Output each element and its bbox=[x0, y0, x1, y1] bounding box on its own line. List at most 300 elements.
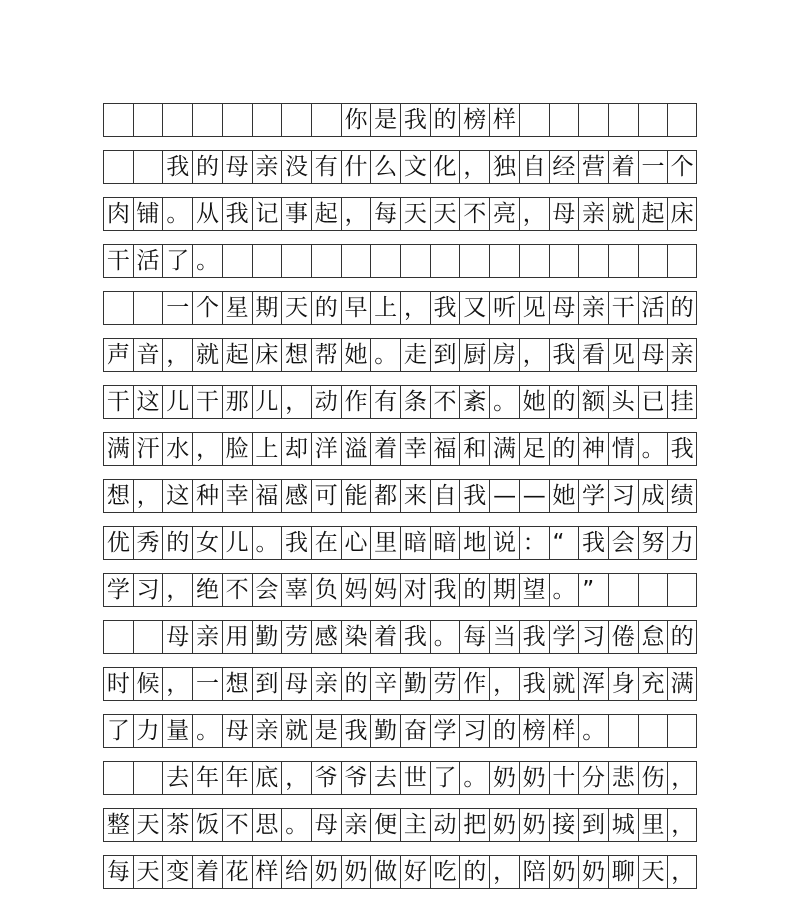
grid-cell: 着 bbox=[608, 151, 638, 183]
grid-cell: 身 bbox=[608, 668, 638, 700]
grid-cell bbox=[341, 245, 371, 277]
grid-cell: 了 bbox=[430, 762, 460, 794]
grid-cell: 活 bbox=[133, 245, 163, 277]
grid-cell: 里 bbox=[370, 527, 400, 559]
text-row bbox=[103, 150, 697, 184]
grid-cell: ， bbox=[519, 198, 549, 230]
grid-cell: 努 bbox=[638, 527, 668, 559]
grid-cell: 我 bbox=[162, 151, 192, 183]
grid-cell: 年 bbox=[222, 762, 252, 794]
grid-cell bbox=[400, 245, 430, 277]
grid-cell: 不 bbox=[222, 809, 252, 841]
grid-cell: 儿 bbox=[162, 386, 192, 418]
grid-cell bbox=[103, 292, 133, 324]
grid-cell: 悲 bbox=[608, 762, 638, 794]
grid-cell: 溢 bbox=[341, 433, 371, 465]
grid-cell bbox=[638, 245, 668, 277]
grid-cell: 爷 bbox=[341, 762, 371, 794]
grid-cell: 化 bbox=[430, 151, 460, 183]
grid-cell: 。 bbox=[638, 433, 668, 465]
grid-cell: “ bbox=[549, 527, 579, 559]
grid-cell: 可 bbox=[311, 480, 341, 512]
grid-cell: 母 bbox=[281, 668, 311, 700]
grid-cell: 从 bbox=[192, 198, 222, 230]
grid-cell: 都 bbox=[370, 480, 400, 512]
grid-cell: 见 bbox=[519, 292, 549, 324]
grid-cell: 。 bbox=[459, 762, 489, 794]
grid-cell: 对 bbox=[400, 574, 430, 606]
grid-cell: ” bbox=[578, 574, 608, 606]
grid-cell: 那 bbox=[222, 386, 252, 418]
grid-cell: 感 bbox=[311, 621, 341, 653]
grid-cell: 么 bbox=[370, 151, 400, 183]
grid-cell: 亮 bbox=[489, 198, 519, 230]
grid-cell: 浑 bbox=[578, 668, 608, 700]
grid-cell: 样 bbox=[489, 104, 519, 136]
grid-cell: 她 bbox=[549, 480, 579, 512]
grid-cell: 的 bbox=[489, 715, 519, 747]
grid-cell: 便 bbox=[370, 809, 400, 841]
grid-cell: 头 bbox=[608, 386, 638, 418]
grid-cell: 秀 bbox=[133, 527, 163, 559]
grid-cell: 里 bbox=[638, 809, 668, 841]
grid-cell: 我 bbox=[222, 198, 252, 230]
grid-cell: 主 bbox=[400, 809, 430, 841]
grid-cell: 上 bbox=[370, 292, 400, 324]
grid-cell: 我 bbox=[519, 668, 549, 700]
grid-cell: 作 bbox=[459, 668, 489, 700]
grid-cell: 奶 bbox=[311, 856, 341, 888]
grid-cell: 厨 bbox=[459, 339, 489, 371]
grid-cell: 房 bbox=[489, 339, 519, 371]
grid-cell: 母 bbox=[638, 339, 668, 371]
grid-cell: 伤 bbox=[638, 762, 668, 794]
grid-cell: 陪 bbox=[519, 856, 549, 888]
grid-cell bbox=[311, 245, 341, 277]
grid-cell bbox=[281, 104, 311, 136]
grid-cell bbox=[489, 245, 519, 277]
grid-cell: 一 bbox=[192, 668, 222, 700]
grid-cell: ， bbox=[667, 762, 697, 794]
grid-cell: 习 bbox=[459, 715, 489, 747]
grid-cell: 勤 bbox=[400, 668, 430, 700]
grid-cell bbox=[311, 104, 341, 136]
grid-cell: 一 bbox=[638, 151, 668, 183]
grid-cell: 望 bbox=[519, 574, 549, 606]
grid-cell: 就 bbox=[608, 198, 638, 230]
grid-cell: 记 bbox=[252, 198, 282, 230]
grid-cell: 个 bbox=[192, 292, 222, 324]
grid-cell: 负 bbox=[311, 574, 341, 606]
grid-cell: ， bbox=[459, 151, 489, 183]
grid-cell: 足 bbox=[519, 433, 549, 465]
grid-cell: 洋 bbox=[311, 433, 341, 465]
grid-cell: 有 bbox=[311, 151, 341, 183]
grid-cell bbox=[638, 574, 668, 606]
grid-cell: 的 bbox=[311, 292, 341, 324]
grid-cell: 亲 bbox=[192, 621, 222, 653]
grid-cell: 变 bbox=[162, 856, 192, 888]
grid-cell: 十 bbox=[549, 762, 579, 794]
grid-cell: 个 bbox=[667, 151, 697, 183]
grid-cell: 奶 bbox=[489, 809, 519, 841]
grid-cell: 干 bbox=[192, 386, 222, 418]
grid-cell: 学 bbox=[103, 574, 133, 606]
grid-cell: 。 bbox=[281, 809, 311, 841]
grid-cell: 做 bbox=[370, 856, 400, 888]
text-row bbox=[103, 385, 697, 419]
grid-cell: 看 bbox=[578, 339, 608, 371]
grid-cell bbox=[459, 245, 489, 277]
grid-cell: 有 bbox=[370, 386, 400, 418]
grid-cell bbox=[608, 715, 638, 747]
grid-cell: 这 bbox=[133, 386, 163, 418]
grid-cell: 她 bbox=[341, 339, 371, 371]
grid-cell: 你 bbox=[341, 104, 371, 136]
grid-cell: 候 bbox=[133, 668, 163, 700]
grid-cell: 了 bbox=[162, 245, 192, 277]
grid-cell: 母 bbox=[162, 621, 192, 653]
grid-cell: 奶 bbox=[549, 856, 579, 888]
grid-cell: 茶 bbox=[162, 809, 192, 841]
grid-cell: 的 bbox=[549, 433, 579, 465]
grid-cell: 事 bbox=[281, 198, 311, 230]
grid-cell: 榜 bbox=[459, 104, 489, 136]
grid-cell: 起 bbox=[311, 198, 341, 230]
grid-cell: 听 bbox=[489, 292, 519, 324]
grid-cell: 劳 bbox=[281, 621, 311, 653]
grid-cell bbox=[667, 715, 697, 747]
text-row bbox=[103, 855, 697, 889]
grid-cell: 。 bbox=[578, 715, 608, 747]
grid-cell: 力 bbox=[667, 527, 697, 559]
grid-cell: 成 bbox=[638, 480, 668, 512]
grid-cell: 的 bbox=[667, 292, 697, 324]
grid-cell: ： bbox=[519, 527, 549, 559]
title-row bbox=[103, 103, 697, 137]
grid-cell: 。 bbox=[370, 339, 400, 371]
grid-cell bbox=[667, 245, 697, 277]
grid-cell: 力 bbox=[133, 715, 163, 747]
grid-cell bbox=[578, 245, 608, 277]
grid-cell: 亲 bbox=[667, 339, 697, 371]
text-row bbox=[103, 808, 697, 842]
grid-cell: 的 bbox=[162, 527, 192, 559]
grid-cell bbox=[519, 245, 549, 277]
grid-cell: ， bbox=[519, 339, 549, 371]
grid-cell: 妈 bbox=[370, 574, 400, 606]
grid-cell: 习 bbox=[578, 621, 608, 653]
grid-cell: 奶 bbox=[519, 809, 549, 841]
text-row bbox=[103, 479, 697, 513]
grid-cell: 和 bbox=[459, 433, 489, 465]
grid-cell: 天 bbox=[638, 856, 668, 888]
grid-cell: 劳 bbox=[430, 668, 460, 700]
grid-cell: 每 bbox=[370, 198, 400, 230]
grid-cell bbox=[608, 245, 638, 277]
grid-cell: 来 bbox=[400, 480, 430, 512]
grid-cell: 福 bbox=[430, 433, 460, 465]
grid-cell: 世 bbox=[400, 762, 430, 794]
grid-cell: 会 bbox=[252, 574, 282, 606]
grid-cell: 幸 bbox=[400, 433, 430, 465]
grid-cell bbox=[667, 104, 697, 136]
grid-cell: ， bbox=[667, 809, 697, 841]
grid-cell: ， bbox=[162, 339, 192, 371]
grid-cell: 就 bbox=[281, 715, 311, 747]
grid-cell: 是 bbox=[311, 715, 341, 747]
grid-cell: 我 bbox=[549, 339, 579, 371]
grid-cell: 亲 bbox=[341, 809, 371, 841]
grid-cell: 用 bbox=[222, 621, 252, 653]
grid-cell: 期 bbox=[252, 292, 282, 324]
grid-cell: 儿 bbox=[222, 527, 252, 559]
grid-cell: 底 bbox=[252, 762, 282, 794]
grid-cell: 作 bbox=[341, 386, 371, 418]
grid-cell: 量 bbox=[162, 715, 192, 747]
grid-cell: 吃 bbox=[430, 856, 460, 888]
grid-cell: 我 bbox=[519, 621, 549, 653]
grid-cell: ， bbox=[281, 762, 311, 794]
grid-cell: 学 bbox=[430, 715, 460, 747]
grid-cell: 肉 bbox=[103, 198, 133, 230]
grid-cell: 星 bbox=[222, 292, 252, 324]
grid-cell: 干 bbox=[103, 386, 133, 418]
grid-cell: 思 bbox=[252, 809, 282, 841]
grid-cell: 经 bbox=[549, 151, 579, 183]
grid-cell: 绝 bbox=[192, 574, 222, 606]
grid-cell: 样 bbox=[549, 715, 579, 747]
grid-cell: 分 bbox=[578, 762, 608, 794]
grid-cell: ， bbox=[162, 574, 192, 606]
grid-cell: 城 bbox=[608, 809, 638, 841]
grid-cell bbox=[133, 762, 163, 794]
grid-cell: 独 bbox=[489, 151, 519, 183]
grid-cell bbox=[222, 104, 252, 136]
grid-cell: 天 bbox=[281, 292, 311, 324]
grid-cell: 给 bbox=[281, 856, 311, 888]
grid-cell bbox=[281, 245, 311, 277]
grid-cell: 。 bbox=[192, 245, 222, 277]
grid-cell bbox=[103, 762, 133, 794]
grid-cell: 我 bbox=[281, 527, 311, 559]
grid-cell: 想 bbox=[103, 480, 133, 512]
grid-cell bbox=[103, 621, 133, 653]
grid-cell: 就 bbox=[192, 339, 222, 371]
grid-cell bbox=[608, 574, 638, 606]
grid-cell: 花 bbox=[222, 856, 252, 888]
grid-cell: 儿 bbox=[252, 386, 282, 418]
grid-cell: 就 bbox=[549, 668, 579, 700]
grid-cell: 额 bbox=[578, 386, 608, 418]
grid-cell: 饭 bbox=[192, 809, 222, 841]
grid-cell: 好 bbox=[400, 856, 430, 888]
grid-cell bbox=[608, 104, 638, 136]
grid-cell: 优 bbox=[103, 527, 133, 559]
grid-cell: 天 bbox=[430, 198, 460, 230]
text-row bbox=[103, 620, 697, 654]
grid-cell: 时 bbox=[103, 668, 133, 700]
grid-cell: 我 bbox=[430, 292, 460, 324]
grid-cell: 我 bbox=[459, 480, 489, 512]
grid-cell: 一 bbox=[162, 292, 192, 324]
grid-cell: 亲 bbox=[252, 715, 282, 747]
text-row bbox=[103, 667, 697, 701]
grid-cell: 走 bbox=[400, 339, 430, 371]
grid-cell: 我 bbox=[341, 715, 371, 747]
grid-cell: 奶 bbox=[489, 762, 519, 794]
grid-cell: 习 bbox=[608, 480, 638, 512]
grid-cell: 亲 bbox=[578, 292, 608, 324]
grid-cell: 音 bbox=[133, 339, 163, 371]
grid-cell: 的 bbox=[341, 668, 371, 700]
grid-cell: 勤 bbox=[370, 715, 400, 747]
grid-cell: 起 bbox=[222, 339, 252, 371]
grid-cell: 水 bbox=[162, 433, 192, 465]
grid-cell bbox=[370, 245, 400, 277]
grid-cell bbox=[667, 574, 697, 606]
grid-cell: 床 bbox=[667, 198, 697, 230]
grid-cell bbox=[638, 715, 668, 747]
grid-cell: 地 bbox=[459, 527, 489, 559]
grid-cell: 已 bbox=[638, 386, 668, 418]
grid-cell: 想 bbox=[281, 339, 311, 371]
grid-cell: 满 bbox=[489, 433, 519, 465]
grid-cell bbox=[162, 104, 192, 136]
grid-cell: 情 bbox=[608, 433, 638, 465]
grid-cell: 我 bbox=[667, 433, 697, 465]
grid-cell: 天 bbox=[400, 198, 430, 230]
grid-cell bbox=[133, 104, 163, 136]
grid-cell bbox=[252, 245, 282, 277]
grid-cell: 。 bbox=[192, 715, 222, 747]
grid-cell: 。 bbox=[162, 198, 192, 230]
grid-cell: 学 bbox=[578, 480, 608, 512]
grid-cell: 年 bbox=[192, 762, 222, 794]
grid-cell: 聊 bbox=[608, 856, 638, 888]
grid-cell: 上 bbox=[252, 433, 282, 465]
grid-cell: 。 bbox=[430, 621, 460, 653]
grid-cell: 营 bbox=[578, 151, 608, 183]
grid-cell: 每 bbox=[459, 621, 489, 653]
grid-cell: 的 bbox=[192, 151, 222, 183]
grid-cell: 她 bbox=[519, 386, 549, 418]
grid-cell: 这 bbox=[162, 480, 192, 512]
grid-cell: 会 bbox=[608, 527, 638, 559]
grid-cell: 干 bbox=[608, 292, 638, 324]
grid-cell: 的 bbox=[459, 856, 489, 888]
grid-cell: 了 bbox=[103, 715, 133, 747]
grid-cell: 当 bbox=[489, 621, 519, 653]
grid-cell: 的 bbox=[459, 574, 489, 606]
grid-cell: 的 bbox=[549, 386, 579, 418]
grid-cell: 着 bbox=[370, 433, 400, 465]
grid-cell: 整 bbox=[103, 809, 133, 841]
grid-cell: 充 bbox=[638, 668, 668, 700]
grid-cell bbox=[549, 245, 579, 277]
grid-cell: 倦 bbox=[608, 621, 638, 653]
grid-cell: 女 bbox=[192, 527, 222, 559]
grid-cell: 脸 bbox=[222, 433, 252, 465]
grid-cell: — bbox=[489, 480, 519, 512]
grid-cell: 怠 bbox=[638, 621, 668, 653]
grid-cell bbox=[133, 151, 163, 183]
grid-cell: 染 bbox=[341, 621, 371, 653]
grid-cell: 榜 bbox=[519, 715, 549, 747]
grid-cell: 能 bbox=[341, 480, 371, 512]
grid-cell: 母 bbox=[222, 151, 252, 183]
text-row bbox=[103, 526, 697, 560]
text-row bbox=[103, 761, 697, 795]
grid-cell: 习 bbox=[133, 574, 163, 606]
text-row bbox=[103, 291, 697, 325]
grid-cell: 紊 bbox=[459, 386, 489, 418]
grid-cell: 动 bbox=[430, 809, 460, 841]
grid-cell: 说 bbox=[489, 527, 519, 559]
grid-cell: ， bbox=[489, 856, 519, 888]
grid-cell: ， bbox=[162, 668, 192, 700]
grid-cell: 绩 bbox=[667, 480, 697, 512]
grid-cell bbox=[519, 104, 549, 136]
text-row bbox=[103, 197, 697, 231]
grid-cell: 不 bbox=[459, 198, 489, 230]
text-row bbox=[103, 244, 697, 278]
writing-grid-paper bbox=[103, 103, 697, 904]
text-row bbox=[103, 573, 697, 607]
grid-cell: 母 bbox=[549, 198, 579, 230]
grid-cell: 我 bbox=[400, 104, 430, 136]
grid-cell: 没 bbox=[281, 151, 311, 183]
grid-cell bbox=[133, 621, 163, 653]
text-row bbox=[103, 432, 697, 466]
grid-cell: 辜 bbox=[281, 574, 311, 606]
grid-cell: 自 bbox=[430, 480, 460, 512]
grid-cell: 感 bbox=[281, 480, 311, 512]
grid-cell: — bbox=[519, 480, 549, 512]
grid-cell bbox=[192, 104, 222, 136]
grid-cell: 我 bbox=[578, 527, 608, 559]
grid-cell: 去 bbox=[370, 762, 400, 794]
grid-cell: 妈 bbox=[341, 574, 371, 606]
grid-cell bbox=[252, 104, 282, 136]
grid-cell bbox=[133, 292, 163, 324]
grid-cell: 却 bbox=[281, 433, 311, 465]
grid-cell: ， bbox=[667, 856, 697, 888]
grid-cell: 在 bbox=[311, 527, 341, 559]
grid-cell: 是 bbox=[370, 104, 400, 136]
grid-cell: 起 bbox=[638, 198, 668, 230]
grid-cell: ， bbox=[281, 386, 311, 418]
grid-cell: 满 bbox=[103, 433, 133, 465]
grid-cell: 心 bbox=[341, 527, 371, 559]
grid-cell: 暗 bbox=[430, 527, 460, 559]
grid-cell bbox=[638, 104, 668, 136]
grid-cell: 神 bbox=[578, 433, 608, 465]
grid-cell: 爷 bbox=[311, 762, 341, 794]
grid-cell: 种 bbox=[192, 480, 222, 512]
grid-cell: 我 bbox=[400, 621, 430, 653]
grid-cell: 亲 bbox=[578, 198, 608, 230]
grid-cell: 着 bbox=[370, 621, 400, 653]
grid-cell: 帮 bbox=[311, 339, 341, 371]
grid-cell: 又 bbox=[459, 292, 489, 324]
grid-cell: 。 bbox=[489, 386, 519, 418]
grid-cell: 不 bbox=[222, 574, 252, 606]
grid-cell: 接 bbox=[549, 809, 579, 841]
grid-cell: 奋 bbox=[400, 715, 430, 747]
grid-cell: 床 bbox=[252, 339, 282, 371]
grid-cell: ， bbox=[341, 198, 371, 230]
